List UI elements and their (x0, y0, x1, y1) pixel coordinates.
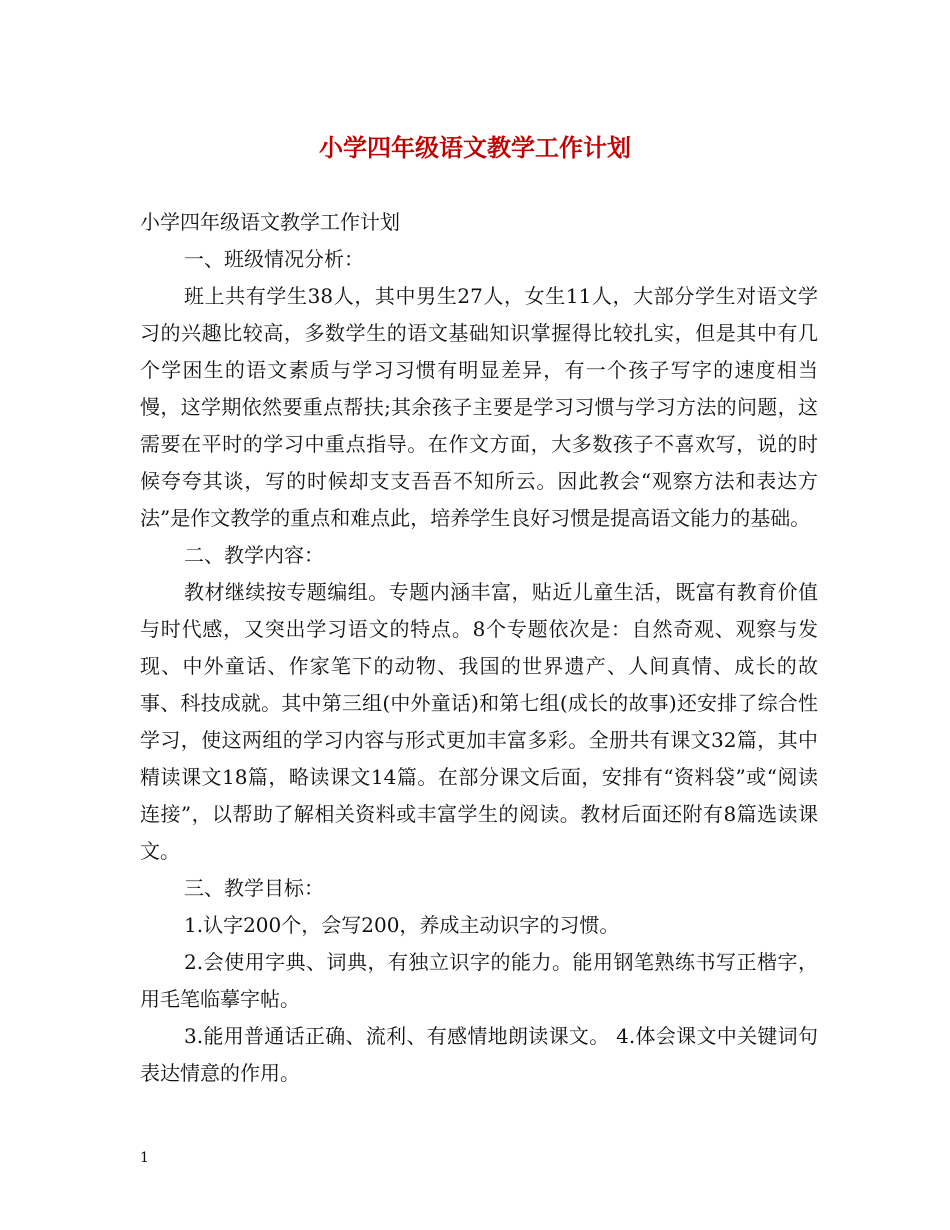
goal-item-1: 1.认字200个，会写200，养成主动识字的习惯。 (184, 913, 620, 937)
section-heading-teaching-goals: 三、教学目标： (184, 876, 324, 900)
section-heading-class-analysis: 一、班级情况分析： (184, 247, 364, 271)
goal-item-2: 2.会使用字典、词典，有独立识字的能力。能用钢笔熟练书写正楷字，用毛笔临摹字帖。 (140, 950, 818, 1011)
page-number: 1 (140, 1150, 149, 1166)
paragraph-heading: 小学四年级语文教学工作计划 (140, 210, 400, 234)
document-body (140, 204, 818, 1092)
paragraph-class-analysis: 班上共有学生38人，其中男生27人，女生11人，大部分学生对语文学习的兴趣比较高，多数学生的语文基础知识掌握得比较扎实，但是其中有几个学困生的语文素质与学习习惯有明显差异，有一个孩子写字的速度相当慢，这学期依然要重点帮扶;其余孩子主要是学习习惯与学习方法的问题，这需要在平时的学习中重点指导。在作文方面，大多数孩子不喜欢写，说的时候夸夸其谈，写的时候却支支吾吾不知所云。因此教会“观察方法和表达方法”是作文教学的重点和难点此，培养学生良好习惯是提高语文能力的基础。 (140, 284, 818, 530)
document-title: 小学四年级语文教学工作计划 (319, 133, 631, 162)
paragraph-teaching-content: 教材继续按专题编组。专题内涵丰富，贴近儿童生活，既富有教育价值与时代感，又突出学习语文的特点。8个专题依次是：自然奇观、观察与发现、中外童话、作家笔下的动物、我国的世界遗产、人间真情、成长的故事、科技成就。其中第三组(中外童话)和第七组(成长的故事)还安排了综合性学习，使这两组的学习内容与形式更加丰富多彩。全册共有课文32篇，其中精读课文18篇，略读课文14篇。在部分课文后面，安排有“资料袋”或“阅读连接”，以帮助了解相关资料或丰富学生的阅读。教材后面还附有8篇选读课文。 (140, 580, 818, 863)
goal-item-3-4: 3.能用普通话正确、流利、有感情地朗读课文。 4.体会课文中关键词句表达情意的作用。 (140, 1024, 818, 1085)
section-heading-teaching-content: 二、教学内容： (184, 543, 324, 567)
